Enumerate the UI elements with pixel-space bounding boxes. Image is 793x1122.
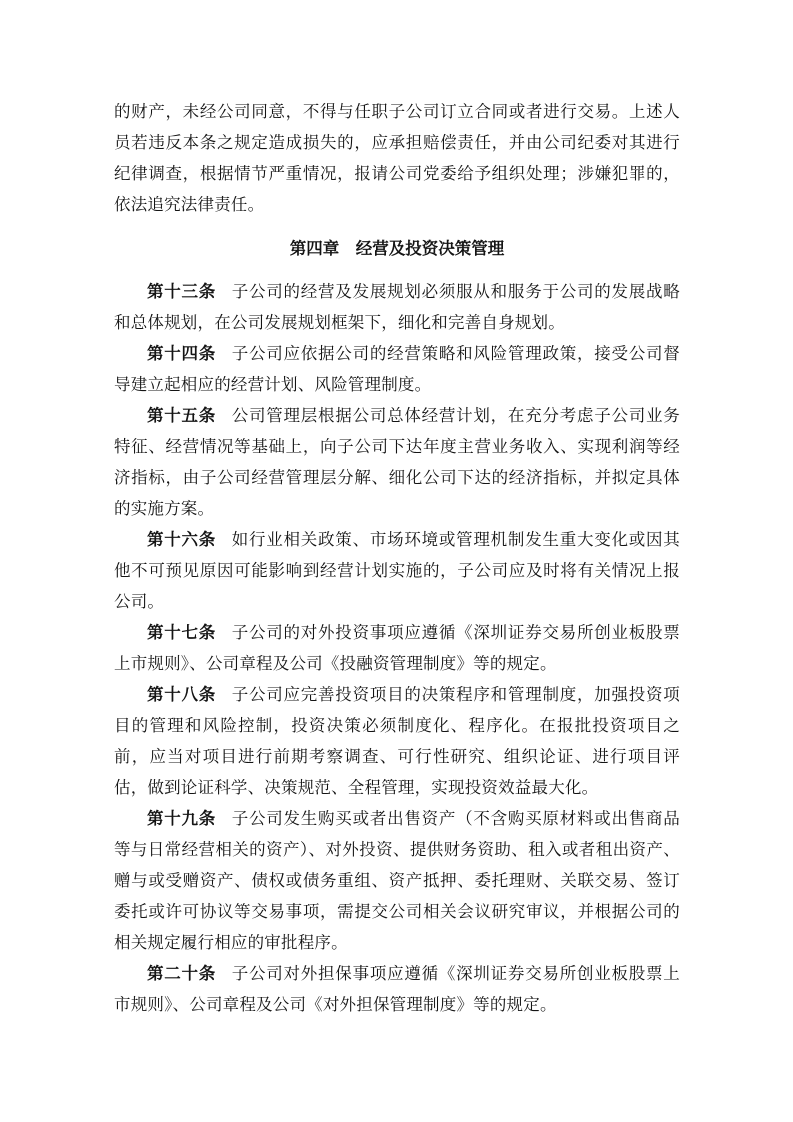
articles-section	[114, 276, 680, 1020]
intro-paragraph: 的财产，未经公司同意，不得与任职子公司订立合同或者进行交易。上述人员若违反本条之规定造成损失的，应承担赔偿责任，并由公司纪委对其进行纪律调查，根据情节严重情况，报请公司党委给予组织处理；涉嫌犯罪的，依法追究法律责任。	[114, 102, 680, 214]
article-paragraph	[114, 338, 680, 400]
article-text: 子公司的对外投资事项应遵循《深圳证券交易所创业板股票上市规则》、公司章程及公司《投融资管理制度》等的规定。	[114, 623, 680, 673]
chapter-number: 第四章	[289, 239, 340, 258]
article-text: 公司管理层根据公司总体经营计划，在充分考虑子公司业务特征、经营情况等基础上，向子公司下达年度主营业务收入、实现利润等经济指标，由子公司经营管理层分解、细化公司下达的经济指标，并拟定具体的实施方案。	[114, 406, 680, 518]
article-number: 第十八条	[147, 685, 217, 704]
article-text: 子公司应完善投资项目的决策程序和管理制度，加强投资项目的管理和风险控制，投资决策必须制度化、程序化。在报批投资项目之前，应当对项目进行前期考察调查、可行性研究、组织论证、进行项目评估，做到论证科学、决策规范、全程管理，实现投资效益最大化。	[114, 685, 680, 797]
article-number: 第二十条	[147, 964, 217, 983]
article-paragraph	[114, 679, 680, 803]
article-number: 第十九条	[147, 809, 217, 828]
article-text: 如行业相关政策、市场环境或管理机制发生重大变化或因其他不可预见原因可能影响到经营计划实施的，子公司应及时将有关情况上报公司。	[114, 530, 680, 611]
article-paragraph	[114, 803, 680, 958]
article-number: 第十六条	[147, 530, 217, 549]
article-text: 子公司发生购买或者出售资产（不含购买原材料或出售商品等与日常经营相关的资产）、对外投资、提供财务资助、租入或者租出资产、赠与或受赠资产、债权或债务重组、资产抵押、委托理财、关联交易、签订委托或许可协议等交易事项，需提交公司相关会议研究审议，并根据公司的相关规定履行相应的审批程序。	[114, 809, 680, 952]
chapter-title: 经营及投资决策管理	[355, 239, 505, 258]
article-paragraph	[114, 617, 680, 679]
article-paragraph	[114, 958, 680, 1020]
article-number: 第十五条	[147, 406, 217, 425]
article-text: 子公司应依据公司的经营策略和风险管理政策，接受公司督导建立起相应的经营计划、风险管理制度。	[114, 344, 680, 394]
chapter-heading	[114, 233, 680, 264]
article-text: 子公司的经营及发展规划必须服从和服务于公司的发展战略和总体规划，在公司发展规划框架下，细化和完善自身规划。	[114, 282, 680, 332]
article-number: 第十七条	[147, 623, 217, 642]
article-paragraph	[114, 400, 680, 524]
article-text: 子公司对外担保事项应遵循《深圳证券交易所创业板股票上市规则》、公司章程及公司《对外担保管理制度》等的规定。	[114, 964, 680, 1014]
article-number: 第十三条	[147, 282, 217, 301]
article-number: 第十四条	[147, 344, 217, 363]
article-paragraph	[114, 276, 680, 338]
article-paragraph	[114, 524, 680, 617]
